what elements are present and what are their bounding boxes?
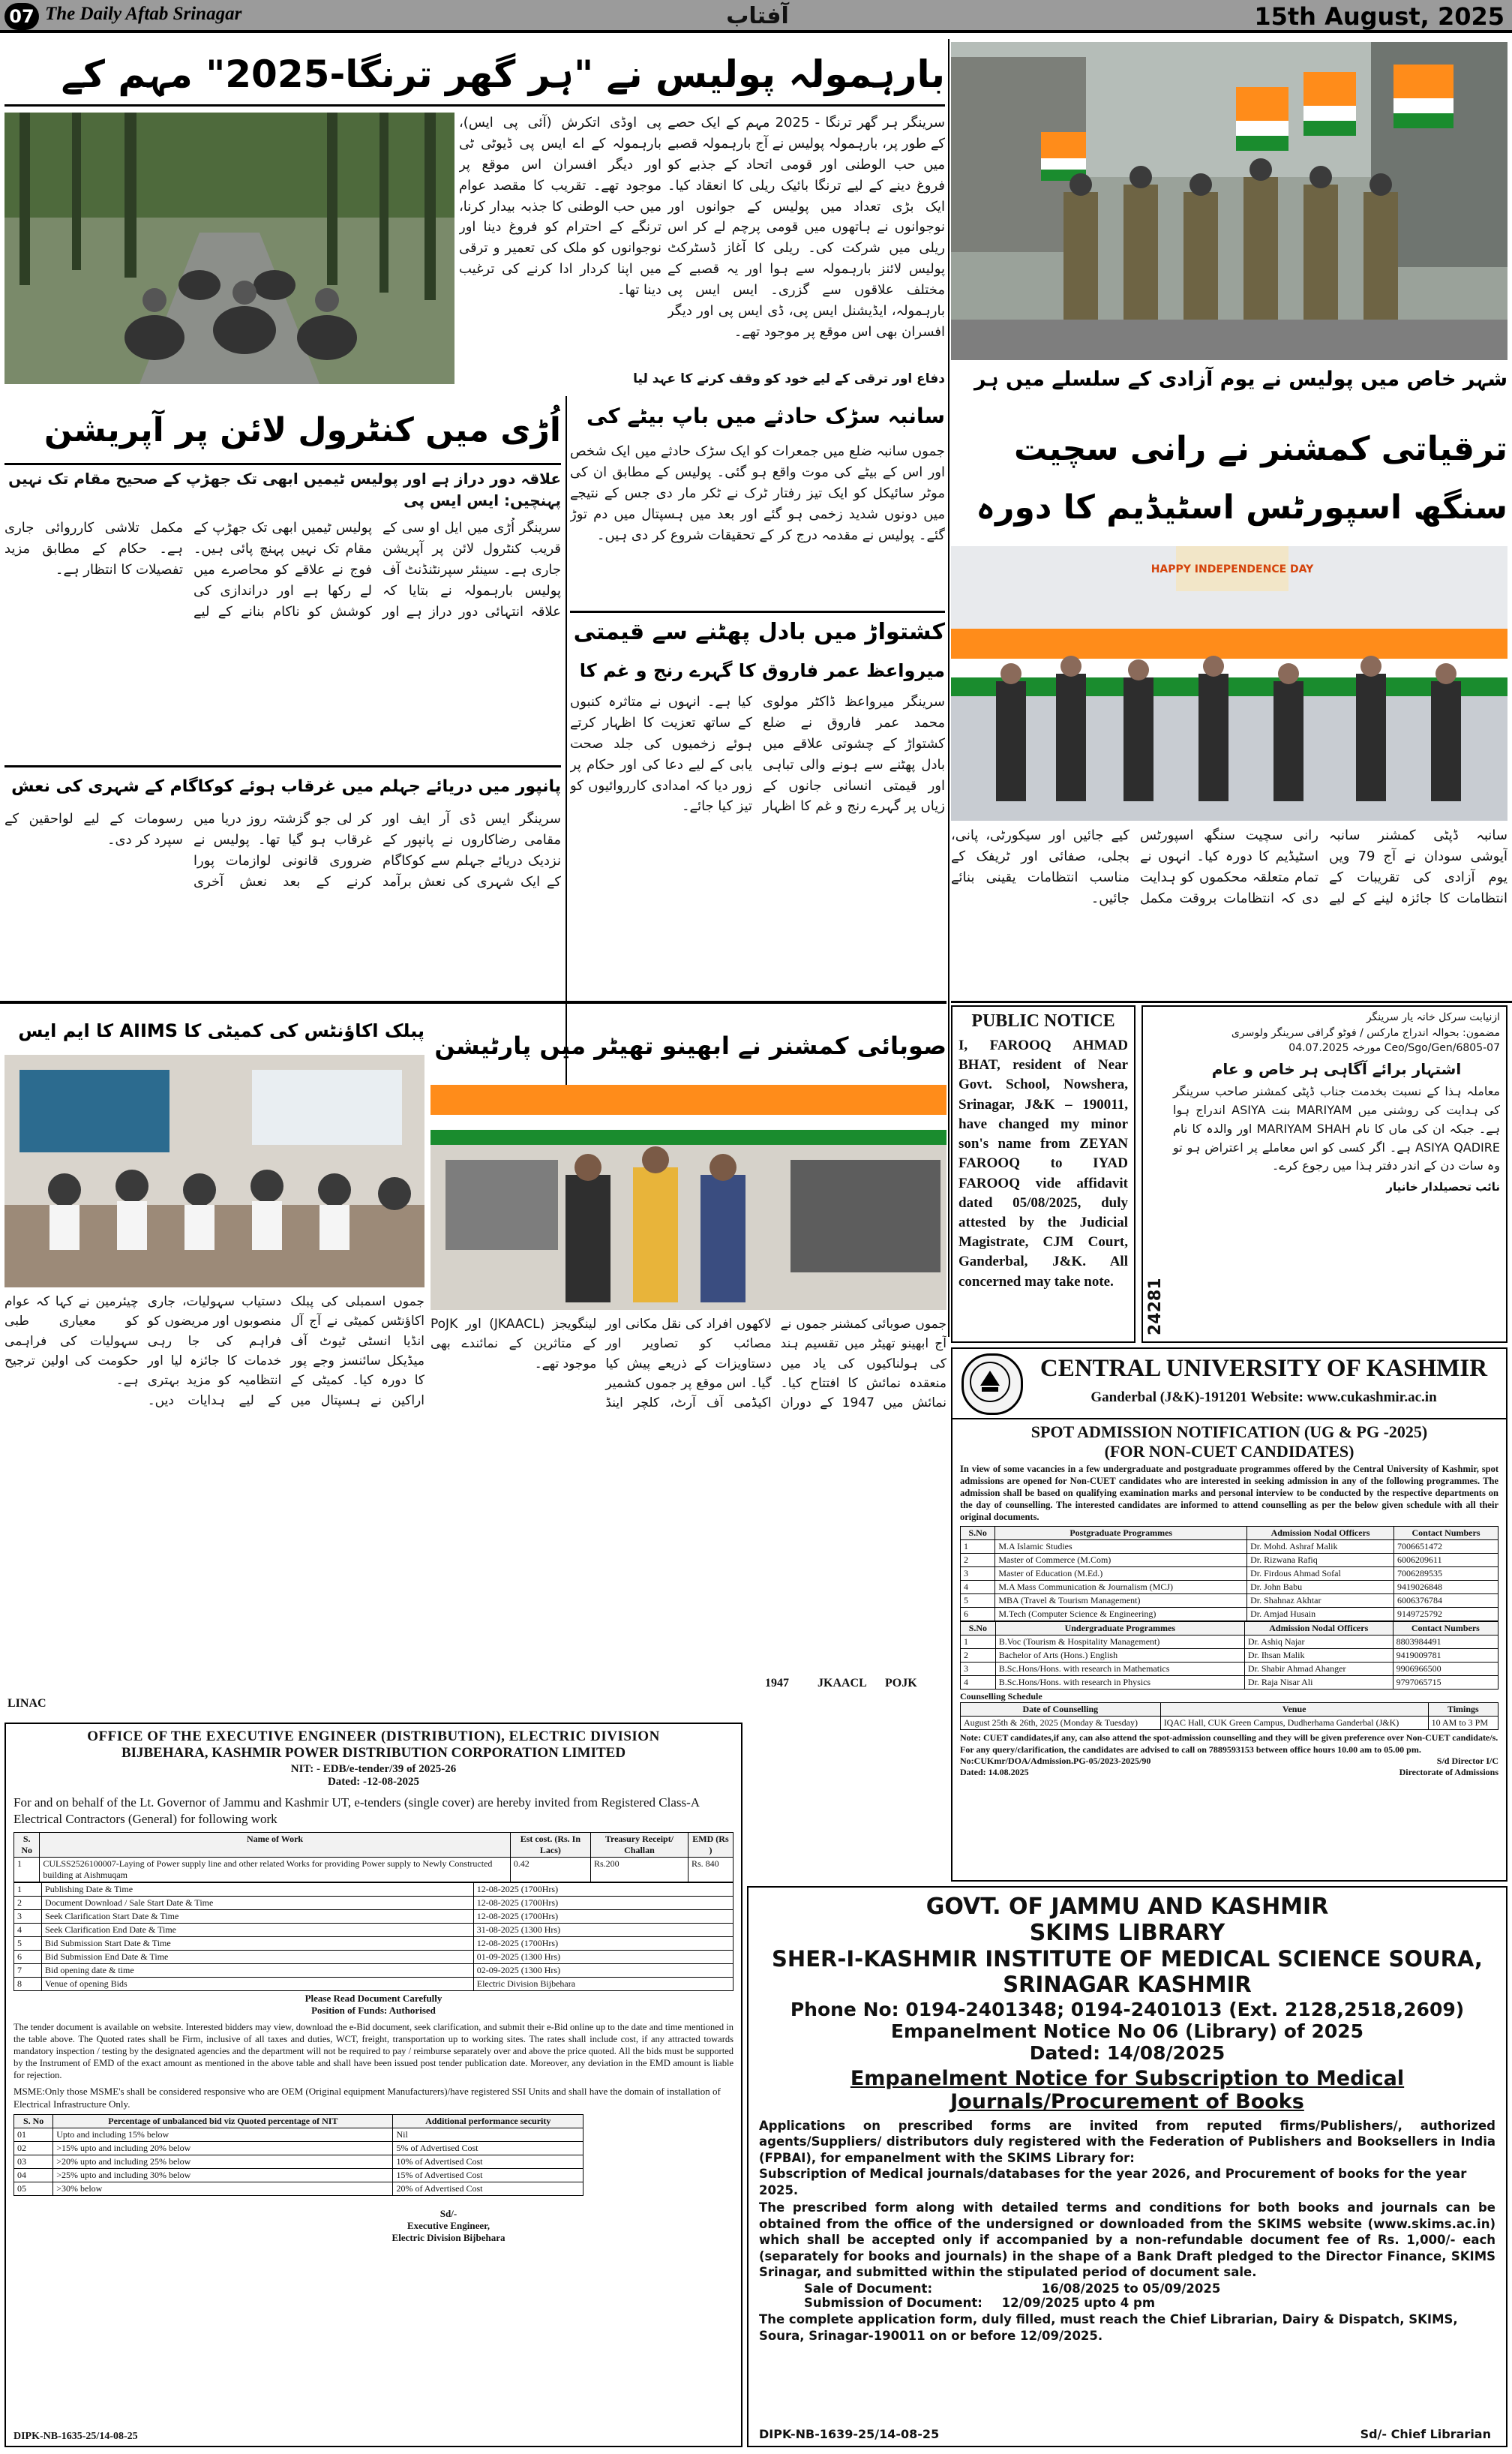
urdu-notice-code: 24281 bbox=[1146, 1278, 1165, 1335]
tender-schedule-row bbox=[14, 1910, 734, 1924]
perf-header: Percentage of unbalanced bid viz Quoted percentage of NIT bbox=[53, 2114, 393, 2128]
cuk-pg-row bbox=[961, 1608, 1498, 1621]
tender-dated: Dated: -12-08-2025 bbox=[327, 1776, 420, 1788]
cuk-pg-cell: 3 bbox=[961, 1567, 995, 1581]
tender-schedule-row bbox=[14, 1897, 734, 1910]
cuk-intro: In view of some vacancies in a few undergraduate and postgraduate programmes offered by the Central University of Kashmir, spot admissions are opened for Non-CUET candidates who are interested in seeking admission in any of the following programmes. The admission shall be based on qualifying examination marks and personal interview to be conducted by the respective departments on the day of counselling. The interested candidates are informed to attend counselling as per the below given schedule with all their original documents. bbox=[960, 1464, 1498, 1522]
perf-cell: 15% of Advertised Cost bbox=[393, 2168, 584, 2182]
perf-header: Additional performance security bbox=[393, 2114, 584, 2128]
cuk-schedule-header: Timings bbox=[1428, 1703, 1498, 1717]
tender-schedule-row bbox=[14, 1978, 734, 1991]
cuk-ug-row bbox=[961, 1635, 1498, 1649]
cuk-pg-header: Contact Numbers bbox=[1394, 1527, 1498, 1540]
police-march-photo bbox=[951, 42, 1508, 360]
perf-cell: Upto and including 15% below bbox=[53, 2128, 393, 2141]
cuk-ug-cell: B.Sc.Hons/Hons. with research in Mathematics bbox=[995, 1663, 1244, 1676]
urdu-notice-sign: نائب تحصیلدار خانیار bbox=[1386, 1180, 1500, 1194]
tender-work-cell: CULSS2526100007-Laying of Power supply line and other related Works for providing Power supply to Newly Constructed building at Aishmuqam bbox=[40, 1858, 510, 1882]
cuk-pg-cell: M.A Mass Communication & Journalism (MCJ) bbox=[995, 1581, 1247, 1594]
cuk-ug-cell: 3 bbox=[961, 1663, 996, 1676]
cuk-ug-cell: Dr. Ashiq Najar bbox=[1244, 1635, 1393, 1649]
cuk-ug-header: Undergraduate Programmes bbox=[995, 1622, 1244, 1635]
stadium-banner-text: HAPPY INDEPENDENCE DAY bbox=[1150, 563, 1314, 575]
section-divider bbox=[0, 1001, 946, 1004]
tender-schedule-cell: Venue of opening Bids bbox=[42, 1978, 474, 1991]
issue-date: 15th August, 2025 bbox=[1254, 2, 1504, 31]
perf-cell: >15% upto and including 20% below bbox=[53, 2141, 393, 2155]
perf-cell: >25% upto and including 30% below bbox=[53, 2168, 393, 2182]
tender-schedule-cell: 12-08-2025 (1700Hrs) bbox=[473, 1937, 733, 1951]
story1-body: سرینگر ہر گھر ترنگا - 2025 مہم کے ایک حصے کے طور پر، بارہمولہ پولیس نے آج بارہمولہ قصبے میں حب الوطنی اور قومی اتحاد کے جذبے کو فروغ دینے کے لیے ترنگا بائیک ریلی کا انعقاد کیا۔ ایک بڑی تعداد میں پولیس کے جوانوں اور نوجوانوں نے ہاتھوں میں قومی پرچم لے کر اس ریلی میں شرکت کی۔ ریلی کا آغاز ڈسٹرکٹ پولیس لائنز بارہمولہ سے ہوا اور یہ قصبے کے مختلف علاقوں سے گزری۔ ایس ایس پی بارہمولہ، ایڈیشنل ایس پی، ڈی ایس پی اور دیگر افسران بھی اس موقع پر موجود تھے۔ bbox=[668, 115, 945, 340]
tender-work-cell: 1 bbox=[14, 1858, 40, 1882]
cuk-ug-row bbox=[961, 1663, 1498, 1676]
tender-schedule-row bbox=[14, 1937, 734, 1951]
perf-row bbox=[14, 2155, 584, 2168]
year-tag: 1947 bbox=[765, 1677, 789, 1690]
tender-schedule-cell: 31-08-2025 (1300 Hrs) bbox=[473, 1924, 733, 1937]
cuk-pg-cell: 6 bbox=[961, 1608, 995, 1621]
story1-body-col3: پی اوڈی اتکرش (آئی پی ایس)، بارہمولہ کے اے ایس پی ڈیوٹی ٹی اور دیگر افسران اس موقع پر موجود تھے۔ تقریب کا مقصد عوام میں حب الوطنی کا جذبہ بیدار کرنا، ترنگے کے احترام کو فروغ دینا اور نوجوانوں کو ملک کی تعمیر و ترقی میں اپنا کردار ادا کرنے کی ترغیب دینا تھا۔ bbox=[459, 115, 662, 299]
cuk-ug-cell: Dr. Ihsan Malik bbox=[1244, 1649, 1393, 1663]
aiims-meeting-photo bbox=[4, 1055, 424, 1287]
cuk-note: Note: CUET candidates,if any, can also attend the spot-admission counselling and they will be given preference over Non-CUET candidate/s. For any query/clarification, the candidates are advised to call on 7889593153 between office hours 10.00 am to 05.00 pm. bbox=[960, 1732, 1498, 1755]
perf-row bbox=[14, 2128, 584, 2141]
tender-header: Treasury Receipt/ Challan bbox=[590, 1833, 688, 1858]
perf-row bbox=[14, 2182, 584, 2195]
cuk-pg-cell: 6006209611 bbox=[1394, 1554, 1498, 1567]
cuk-pg-cell: Dr. Amjad Husain bbox=[1247, 1608, 1394, 1621]
cuk-pg-header: S.No bbox=[961, 1527, 995, 1540]
cuk-pg-cell: Dr. Firdous Ahmad Sofal bbox=[1247, 1567, 1394, 1581]
perf-cell: >20% upto and including 25% below bbox=[53, 2155, 393, 2168]
tender-notice-box bbox=[4, 1723, 742, 2447]
cuk-schedule-cell: 10 AM to 3 PM bbox=[1428, 1717, 1498, 1730]
tender-funds: Position of Funds: Authorised bbox=[311, 2005, 436, 2017]
tender-schedule-cell: 5 bbox=[14, 1937, 42, 1951]
public-notice-body: I, FAROOQ AHMAD BHAT, resident of Near Govt. School, Nowshera, Srinagar, J&K – 190011, have changed my minor son's name from ZEYAN FAROOQ to IYAD FAROOQ vide affidavit dated 05/08/2025, duly attested by the Judicial Magistrate, CJM Court, Ganderbal, J&K. All concerned may take note. bbox=[958, 1038, 1128, 1290]
paper-logo: آفتاب bbox=[726, 3, 789, 29]
cuk-pg-cell: 4 bbox=[961, 1581, 995, 1594]
story3-subhead: علاقہ دور دراز ہے اور پولیس ٹیمیں ابھی تک جھڑپ کے صحیح مقام تک نہیں پہنچیں: ایس ایس پی bbox=[8, 470, 561, 509]
cuk-schedule-cell: IQAC Hall, CUK Green Campus, Dudherhama Ganderbal (J&K) bbox=[1160, 1717, 1428, 1730]
tender-dipk: DIPK-NB-1635-25/14-08-25 bbox=[14, 2431, 138, 2442]
cuk-pg-cell: Dr. Shahnaz Akhtar bbox=[1247, 1594, 1394, 1608]
tender-schedule-cell: Document Download / Sale Start Date & Time bbox=[42, 1897, 474, 1910]
skims-sub-label: Submission of Document: bbox=[804, 2296, 982, 2311]
cuk-pg-table bbox=[960, 1526, 1498, 1621]
skims-notice-box bbox=[747, 1886, 1508, 2447]
cuk-pg-cell: M.A Islamic Studies bbox=[995, 1540, 1247, 1554]
cuk-pg-cell: 5 bbox=[961, 1594, 995, 1608]
cuk-schedule-cell: August 25th & 26th, 2025 (Monday & Tuesday) bbox=[961, 1717, 1161, 1730]
tender-schedule-table bbox=[14, 1882, 734, 1991]
story9-body: جموں صوبائی کمشنر جموں نے آج ابھینو تھیٹر میں تقسیم ہند کی ہولناکیوں کی یاد میں منعقدہ نمائش کا افتتاح کیا۔ نمائش میں 1947 کے دوران لاکھوں افراد کی نقل مکانی اور مصائب کو تصاویر اور دستاویزات کے ذریعے پیش کیا گیا۔ اس موقع پر جموں کشمیر اکیڈمی آف آرٹ، کلچر اینڈ لینگویجز (JKAACL) اور PoJK کے متاثرین کے نمائندے بھی موجود تھے۔ bbox=[430, 1317, 946, 1411]
tender-schedule-cell: Publishing Date & Time bbox=[42, 1883, 474, 1897]
column-divider bbox=[948, 39, 950, 1337]
tender-nit: NIT: - EDB/e-tender/39 of 2025-26 bbox=[290, 1763, 457, 1775]
perf-cell: 05 bbox=[14, 2182, 53, 2195]
cuk-schedule-table bbox=[960, 1702, 1498, 1730]
tender-schedule-cell: 7 bbox=[14, 1964, 42, 1978]
story4-body: جموں سانبہ ضلع میں جمعرات کو ایک سڑک حادثے میں ایک شخص اور اس کے بیٹے کی موت واقع ہو گئی۔ پولیس کے مطابق ان کی موٹر سائیکل کو ایک تیز رفتار ٹرک نے ٹکر مار دی جس کے نتیجے میں دونوں شدید زخمی ہو گئے اور بعد میں ہسپتال میں دم توڑ گئے۔ پولیس نے مقدمہ درج کر کے تحقیقات شروع کر دی ہیں۔ bbox=[570, 443, 945, 543]
skims-line1: GOVT. OF JAMMU AND KASHMIR bbox=[926, 1894, 1329, 1920]
tender-schedule-cell: 8 bbox=[14, 1978, 42, 1991]
tender-schedule-cell: Bid opening date & time bbox=[42, 1964, 474, 1978]
cuk-ug-cell: 4 bbox=[961, 1676, 996, 1690]
tender-intro: For and on behalf of the Lt. Governor of Jammu and Kashmir UT, e-tenders (single cover) are hereby invited from Registered Class-A Electrical Contractors (General) for following work bbox=[14, 1795, 700, 1827]
cuk-pg-cell: Dr. John Babu bbox=[1247, 1581, 1394, 1594]
tender-read-carefully: Please Read Document Carefully bbox=[304, 1993, 442, 2005]
perf-cell: 5% of Advertised Cost bbox=[393, 2141, 584, 2155]
cuk-notice-box bbox=[951, 1347, 1508, 1882]
skims-line3: SHER-I-KASHMIR INSTITUTE OF MEDICAL SCIENCE SOURA, bbox=[772, 1946, 1483, 1972]
cuk-pg-cell: 9419026848 bbox=[1394, 1581, 1498, 1594]
section-divider bbox=[951, 1001, 1512, 1003]
tender-schedule-cell: 3 bbox=[14, 1910, 42, 1924]
cuk-pg-cell: 7006289535 bbox=[1394, 1567, 1498, 1581]
perf-cell: Nil bbox=[393, 2128, 584, 2141]
cuk-pg-cell: Dr. Rizwana Rafiq bbox=[1247, 1554, 1394, 1567]
cuk-notice-subtitle: (FOR NON-CUET CANDIDATES) bbox=[1104, 1442, 1354, 1461]
paper-name: The Daily Aftab Srinagar bbox=[45, 4, 242, 24]
cuk-ug-table bbox=[960, 1621, 1498, 1690]
cuk-seal-icon bbox=[962, 1353, 1023, 1415]
cuk-pg-header: Postgraduate Programmes bbox=[995, 1527, 1247, 1540]
cuk-pg-row bbox=[961, 1581, 1498, 1594]
cuk-ug-header: Admission Nodal Officers bbox=[1244, 1622, 1393, 1635]
tender-schedule-cell: 2 bbox=[14, 1897, 42, 1910]
public-notice-box bbox=[951, 1005, 1136, 1343]
cuk-ug-cell: 8803984491 bbox=[1393, 1635, 1498, 1649]
cuk-address: Ganderbal (J&K)-191201 Website: www.cukashmir.ac.in bbox=[1090, 1389, 1437, 1405]
cuk-ug-cell: 9906966500 bbox=[1393, 1663, 1498, 1676]
skims-title1: Empanelment Notice for Subscription to Medical bbox=[850, 2067, 1405, 2090]
cuk-ug-row bbox=[961, 1676, 1498, 1690]
cuk-ug-cell: 9419009781 bbox=[1393, 1649, 1498, 1663]
tender-schedule-row bbox=[14, 1964, 734, 1978]
cuk-ug-cell: 2 bbox=[961, 1649, 996, 1663]
cuk-pg-row bbox=[961, 1540, 1498, 1554]
story3-headline: اُڑی میں کنٹرول لائن پر آپریشن bbox=[4, 396, 561, 465]
skims-sale-label: Sale of Document: bbox=[804, 2281, 933, 2296]
tender-org: BIJBEHARA, KASHMIR POWER DISTRIBUTION CORPORATION LIMITED bbox=[121, 1745, 626, 1761]
cuk-pg-cell: 7006651472 bbox=[1394, 1540, 1498, 1554]
tender-schedule-cell: 12-08-2025 (1700Hrs) bbox=[473, 1910, 733, 1924]
skims-sign: Sd/- Chief Librarian bbox=[1360, 2427, 1491, 2441]
skims-submission-row bbox=[804, 2296, 1496, 2310]
cuk-pg-cell: M.Tech (Computer Science & Engineering) bbox=[995, 1608, 1247, 1621]
linac-tag: LINAC bbox=[8, 1697, 46, 1710]
cuk-pg-cell: MBA (Travel & Tourism Management) bbox=[995, 1594, 1247, 1608]
skims-line4: SRINAGAR KASHMIR bbox=[1003, 1972, 1252, 1997]
cuk-ug-cell: Dr. Raja Nisar Ali bbox=[1244, 1676, 1393, 1690]
perf-cell: 20% of Advertised Cost bbox=[393, 2182, 584, 2195]
tender-msme: MSME:Only those MSME's shall be considered responsive who are OEM (Original equipment Manufacturers)/have registered SSI Units and shall have the domain of installation of Electrical Infrastructure Only. bbox=[14, 2086, 721, 2110]
story1-closing: دفاع اور ترقی کے لیے خود کو وقف کرنے کا عہد لیا bbox=[633, 371, 945, 386]
cuk-directorate: Directorate of Admissions bbox=[1399, 1767, 1498, 1778]
skims-title2: Journals/Procurement of Books bbox=[950, 2090, 1304, 2113]
skims-para2: Subscription of Medical journals/databases for the year 2026, and Procurement of books for the year 2025. bbox=[759, 2167, 1467, 2197]
cuk-ref: No:CUKmr/DOA/Admission.PG-05/2023-2025/90 bbox=[960, 1756, 1151, 1767]
story4-headline: سانبہ سڑک حادثے میں باپ بیٹے کی bbox=[586, 404, 945, 428]
tender-schedule-row bbox=[14, 1924, 734, 1937]
cuk-ug-cell: 9797065715 bbox=[1393, 1676, 1498, 1690]
cuk-pg-cell: 1 bbox=[961, 1540, 995, 1554]
cuk-name: CENTRAL UNIVERSITY OF KASHMIR bbox=[1040, 1355, 1488, 1382]
story2-caption: شہر خاص میں پولیس نے یوم آزادی کے سلسلے میں ہر bbox=[974, 368, 1508, 391]
cuk-ug-row bbox=[961, 1649, 1498, 1663]
cuk-ug-cell: 1 bbox=[961, 1635, 996, 1649]
skims-para1: Applications on prescribed forms are invited from reputed firms/Publishers/, authorized agents/Suppliers/ distributors duly registered with the Federation of Publishers and Booksellers in India (FPBAI), for empanelment with the SKIMS Library for: bbox=[759, 2119, 1496, 2165]
cuk-pg-cell: Master of Commerce (M.Com) bbox=[995, 1554, 1247, 1567]
cuk-pg-row bbox=[961, 1567, 1498, 1581]
skims-dipk: DIPK-NB-1639-25/14-08-25 bbox=[759, 2427, 940, 2441]
cuk-schedule-label: Counselling Schedule bbox=[960, 1691, 1042, 1702]
cuk-ug-cell: Dr. Shabir Ahmad Ahanger bbox=[1244, 1663, 1393, 1676]
perf-cell: 02 bbox=[14, 2141, 53, 2155]
urdu-notice-title: اشتہار برائے آگاہی ہر خاص و عام bbox=[1211, 1060, 1462, 1079]
tender-header: EMD (Rs ) bbox=[688, 1833, 733, 1858]
cuk-ug-header: S.No bbox=[961, 1622, 996, 1635]
tender-office: OFFICE OF THE EXECUTIVE ENGINEER (DISTRIBUTION), ELECTRIC DIVISION bbox=[87, 1729, 660, 1744]
tender-header: S. No bbox=[14, 1833, 40, 1858]
story8-body: جموں اسمبلی کی پبلک اکاؤنٹس کمیٹی نے آج آل انڈیا انسٹی ٹیوٹ آف میڈیکل سائنسز وجے پور کا دورہ کیا۔ کمیٹی کے اراکین نے ہسپتال میں دستیاب سہولیات، جاری منصوبوں اور مریضوں کو فراہم کی جا رہی خدمات کا جائزہ لیا اور انتظامیہ کو مزید بہتری کے لیے ہدایات دیں۔ چیئرمین نے کہا کہ عوام کو معیاری طبی سہولیات کی فراہمی حکومت کی اولین ترجیح ہے۔ bbox=[4, 1294, 424, 1408]
public-notice-title: PUBLIC NOTICE bbox=[971, 1011, 1115, 1031]
jkaacl-tag: JKAACL bbox=[818, 1677, 867, 1690]
tender-header: Est cost. (Rs. In Lacs) bbox=[510, 1833, 590, 1858]
perf-cell: 03 bbox=[14, 2155, 53, 2168]
perf-row bbox=[14, 2141, 584, 2155]
perf-header: S. No bbox=[14, 2114, 53, 2128]
tender-schedule-cell: Seek Clarification Start Date & Time bbox=[42, 1910, 474, 1924]
cuk-notice-title: SPOT ADMISSION NOTIFICATION (UG & PG -2025) bbox=[1030, 1422, 1428, 1441]
tender-schedule-cell: Electric Division Bijbehara bbox=[473, 1978, 733, 1991]
urdu-notice-box bbox=[1142, 1005, 1508, 1343]
urdu-notice-ref: مضمون: بحوالہ اندراج مارکس / فوٹو گرافی سرینگر ولوسری Ceo/Sgo/Gen/6805-07 مورخہ 04.07.2025 bbox=[1231, 1027, 1500, 1054]
cuk-ug-cell: Bachelor of Arts (Hons.) English bbox=[995, 1649, 1244, 1663]
story6-headline: ترقیاتی کمشنر نے رانی سچیت سنگھ اسپورٹس اسٹیڈیم کا دورہ bbox=[976, 430, 1508, 527]
story7-headline: پانپور میں دریائے جہلم میں غرقاب ہوئے کوکاگام کے شہری کی نعش bbox=[4, 765, 561, 804]
tender-schedule-cell: 12-08-2025 (1700Hrs) bbox=[473, 1897, 733, 1910]
cuk-ug-header: Contact Numbers bbox=[1393, 1622, 1498, 1635]
cuk-schedule-header: Venue bbox=[1160, 1703, 1428, 1717]
perf-cell: 10% of Advertised Cost bbox=[393, 2155, 584, 2168]
skims-sub-value: 12/09/2025 upto 4 pm bbox=[1001, 2296, 1156, 2311]
urdu-notice-header: ازنیابت سرکل خانہ یار سرینگر bbox=[1366, 1011, 1500, 1023]
tender-work-table bbox=[14, 1832, 734, 1882]
stadium-inspection-photo bbox=[951, 546, 1508, 821]
story5-body: سرینگر میرواعظ ڈاکٹر مولوی محمد عمر فاروق نے ضلع کشتواڑ کے چشوتی علاقے میں بادل پھٹنے سے ہونے والی تباہی اور قیمتی انسانی جانوں کے زیاں پر گہرے رنج و غم کا اظہار کیا ہے۔ انہوں نے متاثرہ کنبوں کے ساتھ تعزیت کا اظہار کرتے ہوئے زخمیوں کی جلد صحت یابی کے لیے دعا کی اور حکام پر زور دیا کہ امدادی کارروائیوں کو تیز کیا جائے۔ bbox=[570, 694, 945, 815]
cuk-header bbox=[952, 1349, 1506, 1419]
perf-cell: 01 bbox=[14, 2128, 53, 2141]
story3-body: سرینگر اُڑی میں ایل او سی کے قریب کنٹرول لائن پر آپریشن جاری ہے۔ سینئر سپرنٹنڈنٹ آف پولیس بارہمولہ نے بتایا کہ علاقہ انتہائی دور دراز ہے اور پولیس ٹیمیں ابھی تک جھڑپ کے مقام تک نہیں پہنچ پائی ہیں۔ فوج نے علاقے کو محاصرے میں لے رکھا ہے اور دراندازی کی کوشش کو ناکام بنانے کے لیے مکمل تلاشی کارروائی جاری ہے۔ حکام کے مطابق مزید تفصیلات کا انتظار ہے۔ bbox=[4, 520, 561, 620]
tender-work-cell: Rs. 840 bbox=[688, 1858, 733, 1882]
cuk-pg-cell: 9149725792 bbox=[1394, 1608, 1498, 1621]
cuk-ug-cell: B.Voc (Tourism & Hospitality Management) bbox=[995, 1635, 1244, 1649]
tender-header: Name of Work bbox=[40, 1833, 510, 1858]
cuk-pg-cell: 6006376784 bbox=[1394, 1594, 1498, 1608]
tender-schedule-cell: Bid Submission End Date & Time bbox=[42, 1951, 474, 1964]
tender-schedule-cell: 12-08-2025 (1700Hrs) bbox=[473, 1883, 733, 1897]
tender-schedule-cell: 01-09-2025 (1300 Hrs) bbox=[473, 1951, 733, 1964]
pojk-tag: POJK bbox=[885, 1677, 917, 1690]
story1-headline: بارہمولہ پولیس نے "ہر گھر ترنگا-2025" مہم کے bbox=[4, 42, 945, 107]
cuk-pg-row bbox=[961, 1554, 1498, 1567]
skims-para3: The prescribed form along with detailed terms and conditions for both books and journals can be obtained from the office of the undersigned or downloaded from the SKIMS website (www.skims.ac.in) which shall be accepted only if accompanied by a non-refundable document fee of Rs. 1,000/- each (separately for books and journals) in the shape of a Bank Draft pledged to the Director Finance, SKIMS Srinagar, and submitted within the stipulated period of document sale. bbox=[759, 2200, 1496, 2279]
bike-rally-photo bbox=[4, 113, 454, 384]
cuk-pg-cell: Dr. Mohd. Ashraf Malik bbox=[1247, 1540, 1394, 1554]
cuk-ug-cell: B.Sc.Hons/Hons. with research in Physics bbox=[995, 1676, 1244, 1690]
tender-sign2: Executive Engineer, bbox=[406, 2219, 490, 2231]
tender-work-cell: Rs.200 bbox=[590, 1858, 688, 1882]
perf-cell: >30% below bbox=[53, 2182, 393, 2195]
tender-schedule-cell: 6 bbox=[14, 1951, 42, 1964]
skims-sale-row bbox=[804, 2281, 1496, 2296]
tender-sign1: Sd/- bbox=[440, 2207, 458, 2219]
tender-para: The tender document is available on website. Interested bidders may view, download the e-Bid document, seek clarification, and submit their e-Bid online up to the date and time mentioned in the table above. The Quoted rates shall be Firm, inclusive of all taxes and duties, WCT, freight, transportation up to working sites. The rates shall include cost, if any attracted towards mandatory inspection / testing by the designated agencies and the department will not be required to pay / reimburse separately over and above the price quoted. All the bids must be supported by the Instrument of EMD of the exact amount as mentioned in the above table and shall have been issued post tender publication date. Moreover, any deviation in the EMD amount is liable for rejection. bbox=[14, 2022, 734, 2081]
tender-performance-table bbox=[14, 2114, 584, 2196]
skims-para4: The complete application form, duly filled, must reach the Chief Librarian, Dairy & Dispatch, SKIMS, Soura, Srinagar-190011 on or before 12/09/2025. bbox=[759, 2312, 1458, 2343]
cuk-pg-row bbox=[961, 1594, 1498, 1608]
tender-schedule-row bbox=[14, 1951, 734, 1964]
tender-schedule-cell: 1 bbox=[14, 1883, 42, 1897]
page-number: 07 bbox=[4, 3, 39, 30]
tender-schedule-row bbox=[14, 1883, 734, 1897]
perf-cell: 04 bbox=[14, 2168, 53, 2182]
story6-body: سانبہ ڈپٹی کمشنر سانبہ آیوشی سودان نے آج 79 ویں یوم آزادی کی تقریبات کے انتظامات کا جائزہ لینے کے لیے رانی سچیت سنگھ اسپورٹس اسٹیڈیم کا دورہ کیا۔ انہوں نے تمام متعلقہ محکموں کو ہدایت دی کہ انتظامات بروقت مکمل کیے جائیں اور سیکورٹی، پانی، بجلی، صفائی اور ٹریفک کے مناسب انتظامات یقینی بنائے جائیں۔ bbox=[951, 828, 1508, 906]
tender-sign3: Electric Division Bijbehara bbox=[392, 2231, 506, 2243]
skims-dated: Dated: 14/08/2025 bbox=[1029, 2042, 1226, 2064]
tender-schedule-cell: 4 bbox=[14, 1924, 42, 1937]
story7-body: سرینگر ایس ڈی آر ایف اور مقامی رضاکاروں نے پانپور کے نزدیک دریائے جہلم سے کوکاگام کے ایک شہری کی نعش برآمد کر لی جو گزشتہ روز دریا میں غرقاب ہو گیا تھا۔ پولیس نے ضروری قانونی لوازمات پورا کرنے کے بعد نعش آخری رسومات کے لیے لواحقین کے سپرد کر دی۔ bbox=[4, 811, 561, 890]
urdu-notice-body: معاملہ ہذا کے نسبت بخدمت جناب ڈپٹی کمشنر صاحب سرینگر کی ہدایت کی روشنی میں MARIYAM بنت ASIYA اندراج ہوا ہے۔ جبکہ ان کی ماں کا نام MARIYAM SHAH اور والدہ کا نام ASIYA QADIRE ہے۔ اگر کسی کو اس معاملے پر اعتراض ہو تو وہ سات دن کے اندر دفتر ہذا میں رجوع کرے۔ bbox=[1173, 1084, 1501, 1173]
cuk-pg-cell: 2 bbox=[961, 1554, 995, 1567]
tender-work-cell: 0.42 bbox=[510, 1858, 590, 1882]
skims-notice-no: Empanelment Notice No 06 (Library) of 2025 bbox=[890, 2020, 1364, 2042]
cuk-pg-cell: Master of Education (M.Ed.) bbox=[995, 1567, 1247, 1581]
cuk-sign: S/d Director I/C bbox=[1436, 1756, 1498, 1767]
story8-headline: پبلک اکاؤنٹس کی کمیٹی کا AIIMS کا ایم ایس bbox=[18, 1020, 424, 1041]
perf-row bbox=[14, 2168, 584, 2182]
cuk-dated: Dated: 14.08.2025 bbox=[960, 1767, 1029, 1778]
exhibition-photo bbox=[430, 1085, 946, 1310]
skims-line2: SKIMS LIBRARY bbox=[1029, 1920, 1226, 1946]
story5-subhead: میرواعظ عمر فاروق کا گہرے رنج و غم کا bbox=[579, 660, 945, 681]
tender-schedule-cell: Bid Submission Start Date & Time bbox=[42, 1937, 474, 1951]
tender-schedule-cell: Seek Clarification End Date & Time bbox=[42, 1924, 474, 1937]
story9-headline: صوبائی کمشنر نے ابھینو تھیٹر میں پارٹیشن bbox=[434, 1032, 946, 1060]
skims-sale-value: 16/08/2025 to 05/09/2025 bbox=[1041, 2281, 1221, 2296]
story5-headline: کشتواڑ میں بادل پھٹنے سے قیمتی bbox=[570, 611, 945, 650]
tender-schedule-cell: 02-09-2025 (1300 Hrs) bbox=[473, 1964, 733, 1978]
cuk-schedule-header: Date of Counselling bbox=[961, 1703, 1161, 1717]
skims-phone: Phone No: 0194-2401348; 0194-2401013 (Ext. 2128,2518,2609) bbox=[790, 1999, 1465, 2020]
cuk-pg-header: Admission Nodal Officers bbox=[1247, 1527, 1394, 1540]
